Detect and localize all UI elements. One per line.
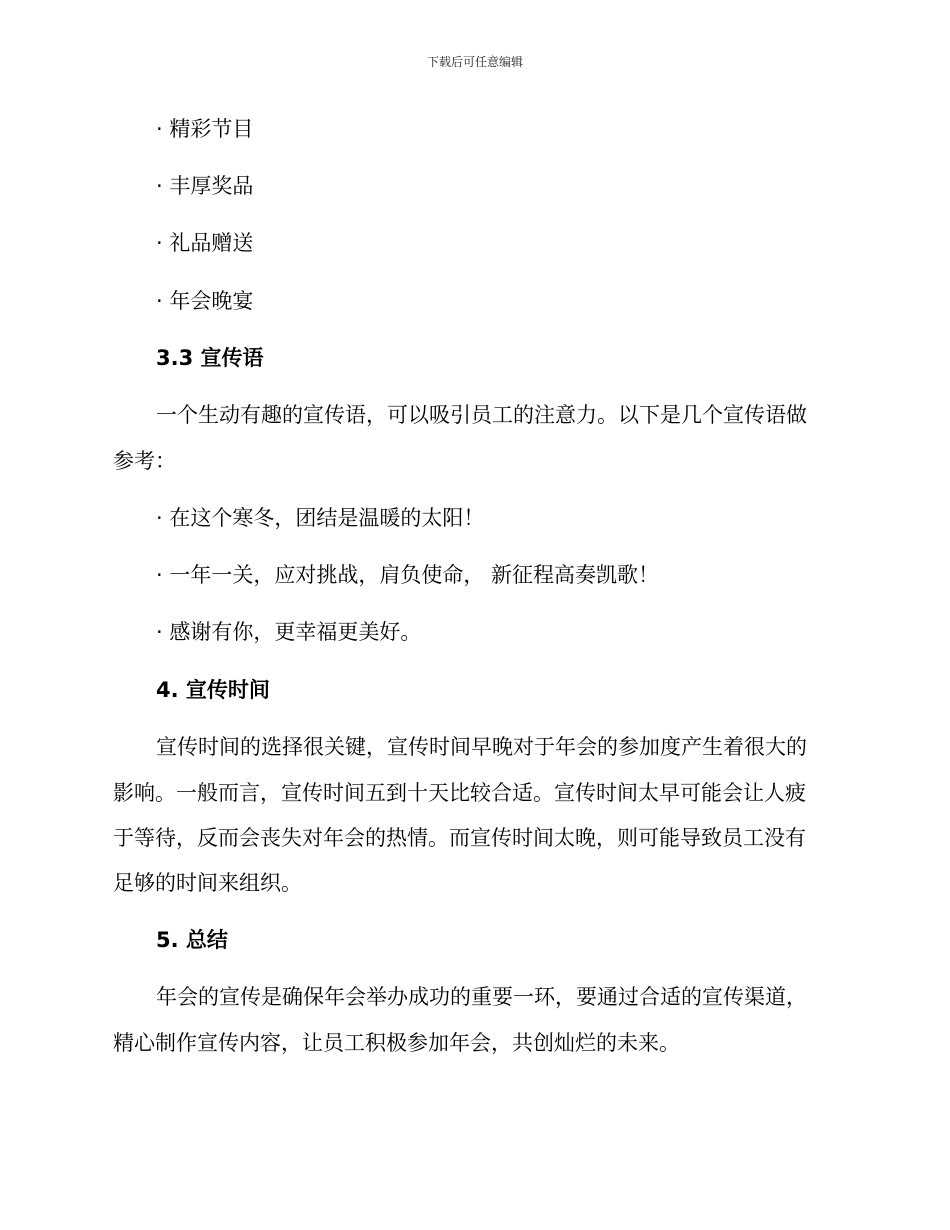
- paragraph-line: 精心制作宣传内容，让员工积极参加年会，共创灿烂的未来。: [113, 1031, 680, 1055]
- paragraph-line: 于等待，反而会丧失对年会的热情。而宣传时间太晚，则可能导致员工没有: [113, 826, 806, 850]
- bullet-item: · 礼品赠送: [156, 231, 254, 255]
- section-heading-4: 4. 宣传时间: [156, 678, 270, 702]
- paragraph-line: 宣传时间的选择很关键，宣传时间早晚对于年会的参加度产生着很大的: [156, 735, 807, 759]
- bullet-item: · 精彩节目: [156, 117, 254, 141]
- paragraph-line: 足够的时间来组织。: [113, 871, 302, 895]
- paragraph-line: 参考：: [113, 449, 176, 473]
- slogan-item: · 一年一关，应对挑战，肩负使命， 新征程高奏凯歌！: [156, 563, 660, 587]
- section-heading-3-3: 3.3 宣传语: [156, 346, 264, 370]
- paragraph-line: 影响。一般而言，宣传时间五到十天比较合适。宣传时间太早可能会让人疲: [113, 781, 806, 805]
- slogan-item: · 感谢有你，更幸福更美好。: [156, 620, 422, 644]
- section-heading-5: 5. 总结: [156, 928, 228, 952]
- paragraph-line: 年会的宣传是确保年会举办成功的重要一环，要通过合适的宣传渠道，: [156, 985, 807, 1009]
- page-header: 下载后可任意编辑: [426, 55, 523, 69]
- paragraph-line: 一个生动有趣的宣传语，可以吸引员工的注意力。以下是几个宣传语做: [156, 403, 807, 427]
- bullet-item: · 年会晚宴: [156, 289, 254, 313]
- bullet-item: · 丰厚奖品: [156, 174, 254, 198]
- slogan-item: · 在这个寒冬，团结是温暖的太阳！: [156, 506, 485, 530]
